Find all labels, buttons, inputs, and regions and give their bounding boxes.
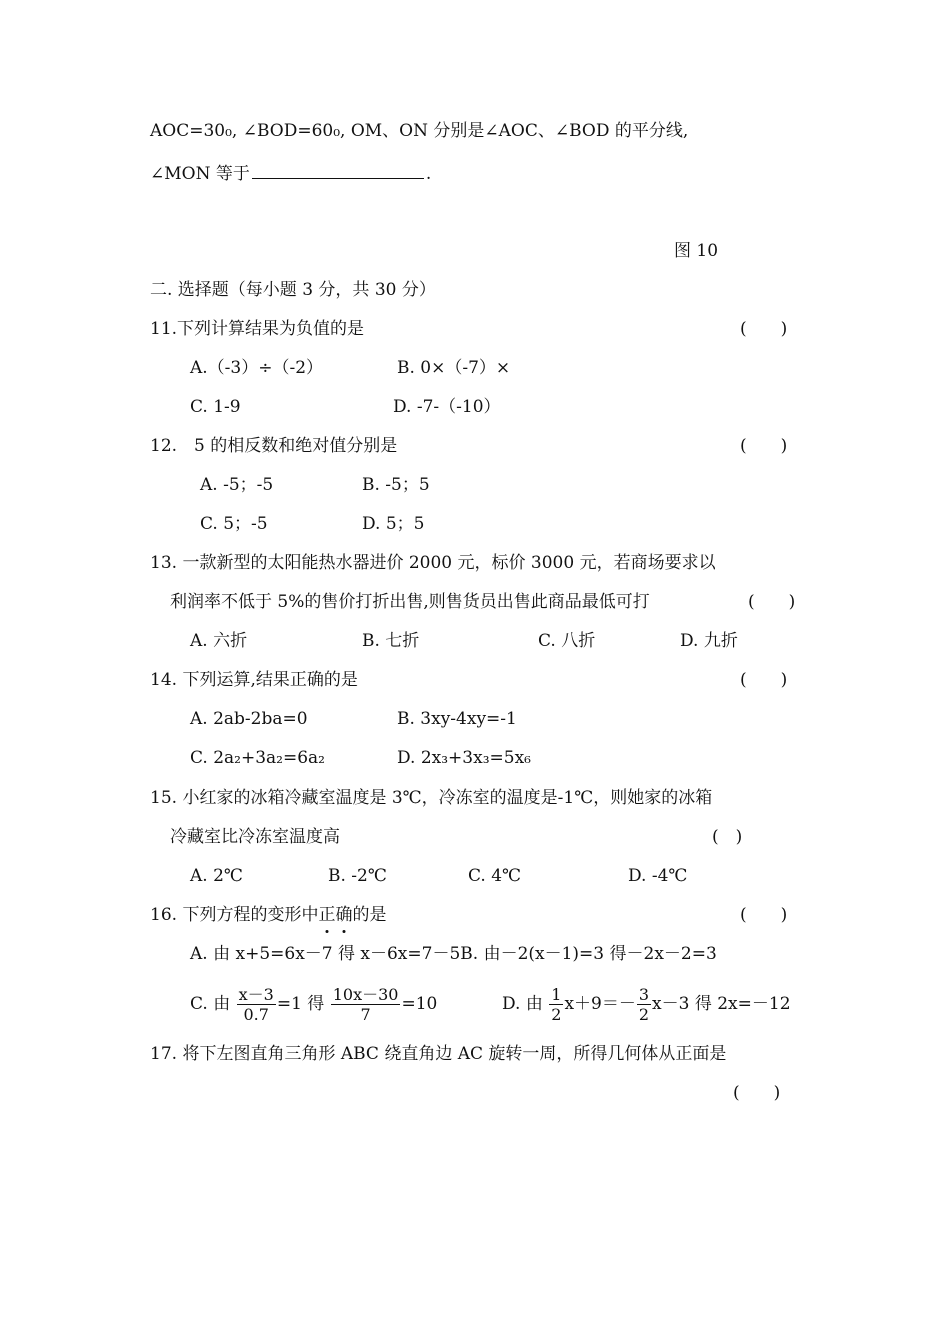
q11-option-d: D. -7-（-10） xyxy=(393,397,501,417)
q14-option-d: D. 2x₃+3x₃=5x₆ xyxy=(397,748,531,768)
q13-option-d: D. 九折 xyxy=(680,631,738,651)
figure-label: 图 10 xyxy=(674,241,719,261)
q16-d-mid: x＋9＝－ xyxy=(564,994,636,1014)
intro-line-2 xyxy=(150,163,431,185)
q14-option-a: A. 2ab-2ba=0 xyxy=(190,709,308,729)
intro-line-2-prefix: ∠MON 等于 xyxy=(150,164,250,184)
intro-line-1: AOC=30₀, ∠BOD=60₀, OM、ON 分别是∠AOC、∠BOD 的平分线, xyxy=(150,121,689,141)
q16-option-d xyxy=(502,984,791,1024)
q12-option-d: D. 5；5 xyxy=(362,514,425,534)
q15-stem-line-1: 15. 小红家的冰箱冷藏室温度是 3℃，冷冻室的温度是-1℃，则她家的冰箱 xyxy=(150,788,713,808)
q16-d-fraction-2 xyxy=(637,985,651,1024)
q15-option-b: B. -2℃ xyxy=(328,866,387,886)
denominator: 0.7 xyxy=(243,1005,269,1024)
q12-option-a: A. -5；-5 xyxy=(200,475,274,495)
section-title: 二. 选择题（每小题 3 分，共 30 分） xyxy=(150,280,436,300)
q14-option-c: C. 2a₂+3a₂=6a₂ xyxy=(190,748,325,768)
q11-stem: 11.下列计算结果为负值的是 xyxy=(150,319,365,339)
q16-d-prefix: D. 由 xyxy=(502,994,543,1014)
q13-paren: ( ) xyxy=(748,592,796,612)
q16-c-fraction-1 xyxy=(237,985,276,1024)
q15-option-c: C. 4℃ xyxy=(468,866,522,886)
denominator: 2 xyxy=(551,1005,562,1024)
q16-stem xyxy=(150,904,386,926)
q16-c-prefix: C. 由 xyxy=(190,994,231,1014)
q16-d-end: x－3 得 2x=－12 xyxy=(652,994,791,1014)
numerator: 3 xyxy=(638,985,650,1004)
q16-stem-start: 16. 下列方程的变形中 xyxy=(150,905,319,925)
q15-stem-line-2: 冷藏室比冷冻室温度高 xyxy=(170,827,340,847)
intro-line-2-suffix: . xyxy=(425,164,432,184)
denominator: 2 xyxy=(638,1005,650,1024)
q16-paren: ( ) xyxy=(740,905,788,925)
q12-stem: 12. 5 的相反数和绝对值分别是 xyxy=(150,436,398,456)
q13-stem-line-2: 利润率不低于 5%的售价打折出售,则售货员出售此商品最低可打 xyxy=(170,592,650,612)
denominator: 7 xyxy=(360,1005,371,1024)
q12-option-c: C. 5；-5 xyxy=(200,514,268,534)
answer-blank[interactable] xyxy=(252,163,424,179)
q16-emphasis-char-2: 确 xyxy=(335,905,353,925)
q16-d-fraction-1 xyxy=(549,985,563,1024)
q17-paren: ( ) xyxy=(733,1083,781,1103)
q12-paren: ( ) xyxy=(740,436,788,456)
q13-option-a: A. 六折 xyxy=(190,631,248,651)
q13-option-b: B. 七折 xyxy=(362,631,420,651)
q13-option-c: C. 八折 xyxy=(538,631,596,651)
q16-c-end: =10 xyxy=(401,994,438,1014)
q14-paren: ( ) xyxy=(740,670,788,690)
numerator: 10x－30 xyxy=(332,985,399,1004)
q12-option-b: B. -5；5 xyxy=(362,475,430,495)
q14-stem: 14. 下列运算,结果正确的是 xyxy=(150,670,358,690)
q15-option-a: A. 2℃ xyxy=(190,866,243,886)
q11-option-a: A.（-3）÷（-2） xyxy=(190,358,324,378)
q16-option-c xyxy=(190,984,437,1024)
numerator: x－3 xyxy=(238,985,274,1004)
q11-option-c: C. 1-9 xyxy=(190,397,241,417)
q16-stem-end: 的是 xyxy=(352,905,387,925)
numerator: 1 xyxy=(551,985,562,1004)
q11-option-b: B. 0×（-7）× xyxy=(397,358,511,378)
q13-stem-line-1: 13. 一款新型的太阳能热水器进价 2000 元，标价 3000 元，若商场要求以 xyxy=(150,553,716,573)
q15-option-d: D. -4℃ xyxy=(628,866,688,886)
q17-stem: 17. 将下左图直角三角形 ABC 绕直角边 AC 旋转一周，所得几何体从正面是 xyxy=(150,1044,727,1064)
q14-option-b: B. 3xy-4xy=-1 xyxy=(397,709,517,729)
q15-paren: ( ) xyxy=(712,827,743,847)
q16-emphasis-char-1: 正 xyxy=(318,905,336,925)
q11-paren: ( ) xyxy=(740,319,788,339)
q16-options-ab: A. 由 x+5=6x－7 得 x－6x=7－5B. 由－2(x－1)=3 得－2x－2=3 xyxy=(190,944,717,964)
q16-c-mid: =1 得 xyxy=(276,994,325,1014)
q16-c-fraction-2 xyxy=(331,985,401,1024)
